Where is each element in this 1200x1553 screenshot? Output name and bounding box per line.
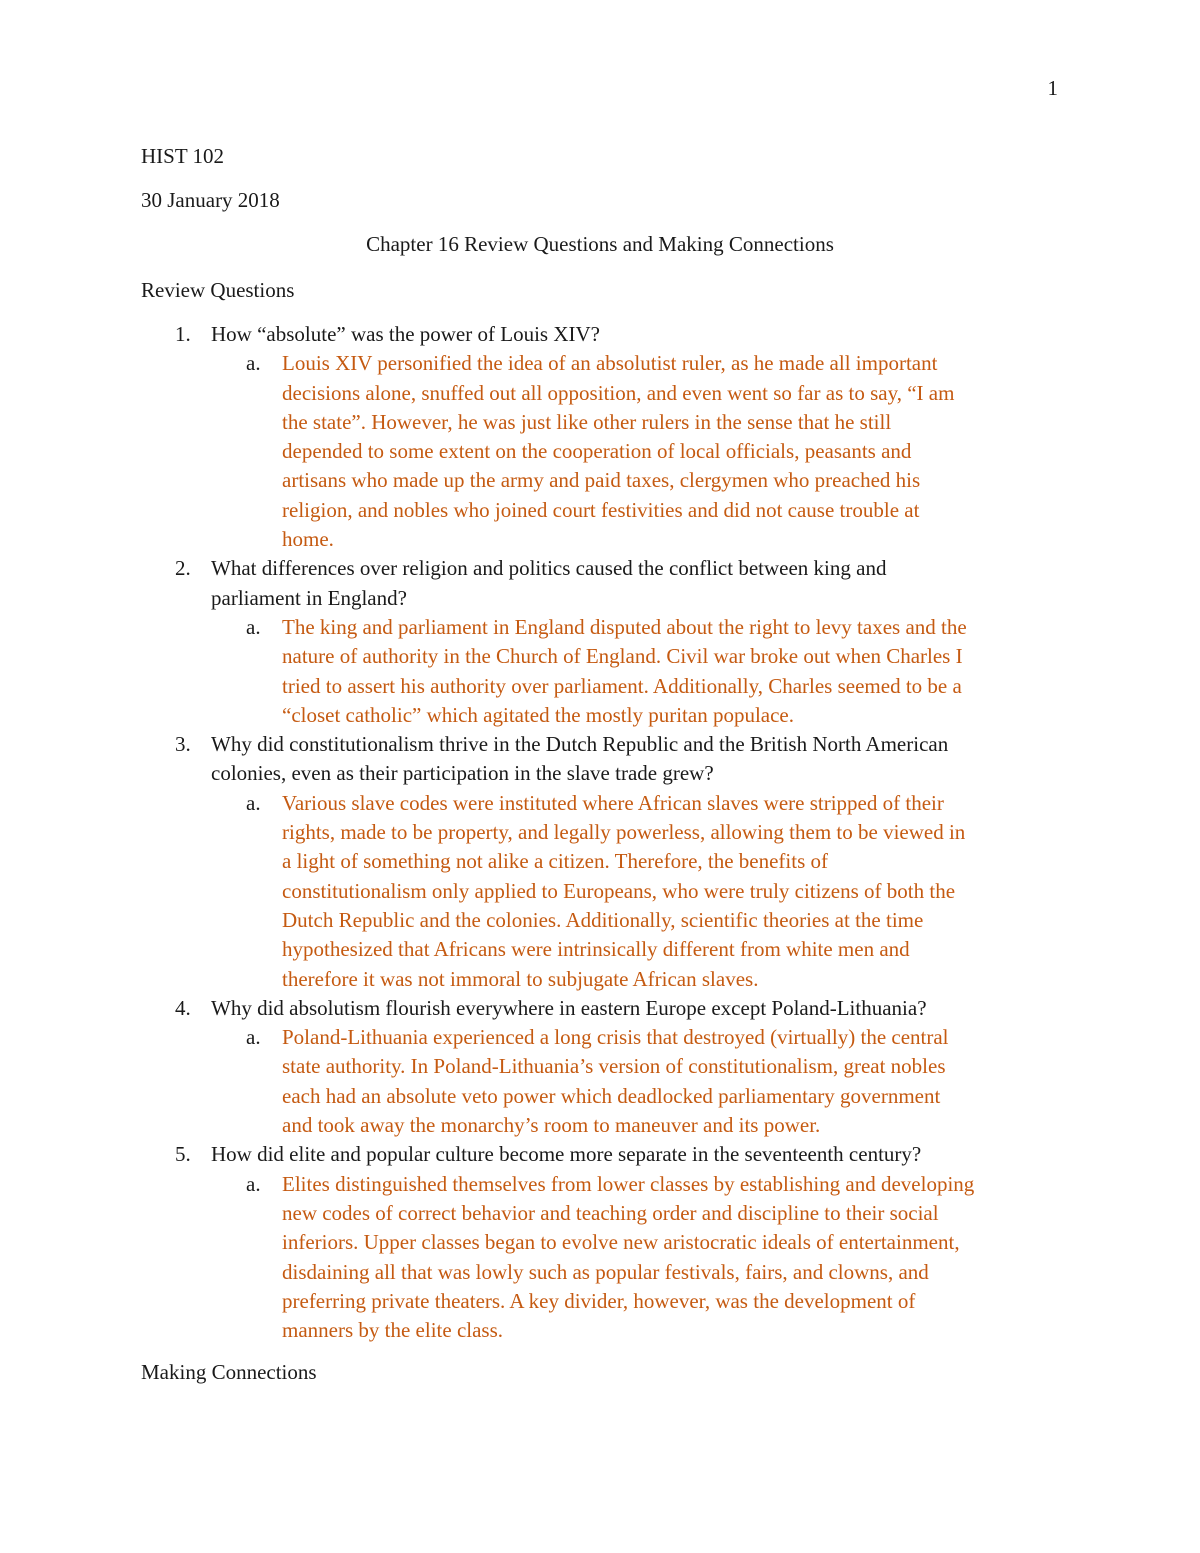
section-heading-review: Review Questions (141, 278, 295, 302)
question-number: 2. (175, 556, 191, 581)
question-item (0, 320, 1200, 349)
answer-letter: a. (246, 1025, 261, 1050)
question-item (0, 1140, 1200, 1169)
question-number: 3. (175, 732, 191, 757)
question-text: Why did constitutionalism thrive in the Dutch Republic and the British North American colonies, even as their participation in the slave trade grew? (211, 732, 949, 786)
answer-text: The king and parliament in England disputed about the right to levy taxes and the nature of authority in the Church of England. Civil war broke out when Charles I tried to assert his authority over parliament. Additionally, Charles seemed to be a “closet catholic” which agitated the mostly puritan populace. (282, 614, 967, 727)
page-number: 1 (1047, 76, 1058, 100)
answer-item (0, 1023, 1200, 1140)
question-text: What differences over religion and politics caused the conflict between king and parliament in England? (211, 556, 887, 610)
question-item (0, 730, 1200, 789)
question-text: How did elite and popular culture become more separate in the seventeenth century? (211, 1142, 922, 1167)
answer-letter: a. (246, 351, 261, 376)
question-text: How “absolute” was the power of Louis XIV? (211, 322, 600, 346)
answer-item (0, 613, 1200, 730)
answer-letter: a. (246, 1171, 261, 1196)
answer-text: Various slave codes were instituted where African slaves were stripped of their rights, made to be property, and legally powerless, allowing them to be viewed in a light of something not alike a citizen. Therefore, the benefits of constitutionalism only applied to Europeans, who were truly citizens of both the Dutch Republic and the colonies. Additionally, scientific theories at the time hypothesized that Africans were intrinsically different from white men and therefore it was not immoral to subjugate African slaves. (282, 790, 966, 991)
answer-text: Poland-Lithuania experienced a long crisis that destroyed (virtually) the central state authority. In Poland-Lithuania’s version of constitutionalism, great nobles each had an absolute veto power which deadlocked parliamentary government and took away the monarchy’s room to maneuver and its power. (282, 1025, 949, 1138)
answer-letter: a. (246, 790, 261, 815)
answer-text: Louis XIV personified the idea of an absolutist ruler, as he made all important decisions alone, snuffed out all opposition, and even went so far as to say, “I am the state”. However, he was just like other rulers in the sense that he still depended to some extent on the cooperation of local officials, peasants and artisans who made up the army and paid taxes, clergymen who preached his religion, and nobles who joined court festivities and did not cause trouble at home. (282, 351, 955, 552)
document-date: 30 January 2018 (141, 188, 280, 212)
answer-text: Elites distinguished themselves from lower classes by establishing and developing new codes of correct behavior and teaching order and discipline to their social inferiors. Upper classes began to evolve new aristocratic ideals of entertainment, disdaining all that was lowly such as popular festivals, fairs, and clowns, and preferring private theaters. A key divider, however, was the development of manners by the elite class. (282, 1171, 975, 1343)
question-item (0, 994, 1200, 1023)
question-item (0, 554, 1200, 613)
document-title: Chapter 16 Review Questions and Making Connections (366, 232, 834, 256)
section-heading-making-connections: Making Connections (141, 1360, 317, 1384)
question-number: 4. (175, 995, 191, 1020)
answer-letter: a. (246, 614, 261, 639)
answer-item (0, 349, 1200, 554)
answer-item (0, 1170, 1200, 1346)
question-number: 5. (175, 1142, 191, 1167)
question-text: Why did absolutism flourish everywhere in eastern Europe except Poland-Lithuania? (211, 995, 927, 1020)
course-name: HIST 102 (141, 144, 225, 168)
question-list (0, 320, 1200, 1345)
question-number: 1. (175, 322, 191, 346)
answer-item (0, 789, 1200, 994)
